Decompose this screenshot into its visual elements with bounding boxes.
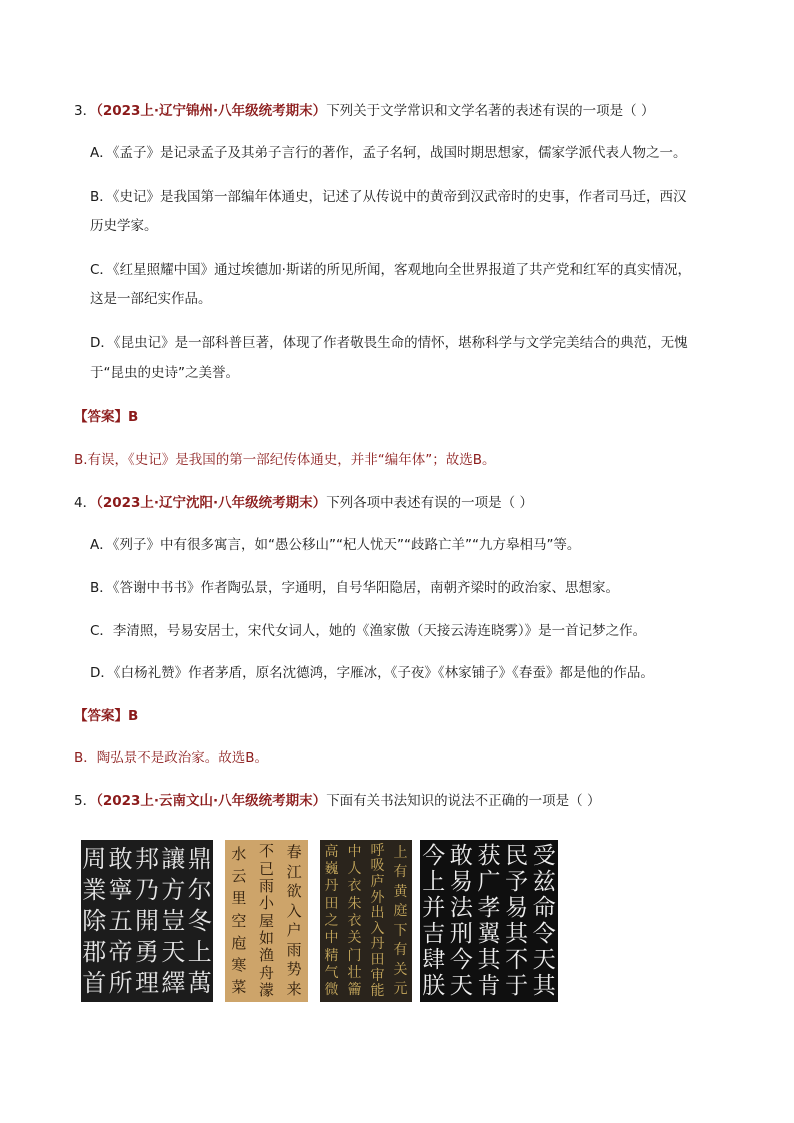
question-text: 下面有关书法知识的说法不正确的一项是（ ） [326,793,601,809]
calligraphy-glyph: 五 [108,907,133,935]
question-4-stem [74,494,533,512]
calligraphy-glyph: 上 [422,868,446,895]
calligraphy-glyph: 吸 [370,858,385,875]
question-5-stem [74,792,600,810]
calligraphy-glyph: 屋 [258,911,274,930]
calligraphy-glyph: 之 [324,913,339,929]
calligraphy-glyph: 豈 [161,907,186,935]
calligraphy-glyph: 势 [286,960,302,979]
calligraphy-glyph: 吉 [422,920,446,947]
calligraphy-glyph: 冬 [187,907,212,935]
calligraphy-glyph: 中 [324,930,339,947]
calligraphy-sample-seal-script [81,840,213,1002]
calligraphy-glyph: 壮 [347,965,362,981]
question-text: 下列各项中表述有误的一项是（ ） [326,495,533,511]
calligraphy-glyph: 衣 [347,878,362,895]
calligraphy-glyph: 不 [258,842,274,861]
calligraphy-glyph: 庖 [231,933,247,952]
option-c-continued: 这是一部纪实作品。 [90,291,212,307]
calligraphy-glyph: 出 [370,905,385,922]
answer-label: 【答案】B [74,708,139,724]
calligraphy-glyph: 入 [286,901,302,920]
option-d-continued: 于“昆虫的史诗”之美誉。 [90,365,239,381]
calligraphy-glyph: 呼 [370,842,385,859]
calligraphy-glyph: 菜 [231,978,247,997]
question-3-stem [74,102,654,120]
calligraphy-glyph: 肆 [422,946,446,973]
calligraphy-glyph: 并 [422,894,446,921]
calligraphy-glyph: 审 [370,967,385,984]
option-d: D．《昆虫记》是一部科普巨著，体现了作者敬畏生命的情怀，堪称科学与文学完美结合的典范，无愧 [90,335,688,351]
calligraphy-glyph: 翼 [477,920,501,947]
calligraphy-glyph: 其 [505,920,529,947]
calligraphy-glyph: 有 [393,942,408,959]
calligraphy-glyph: 已 [258,859,274,878]
calligraphy-glyph: 丹 [370,936,385,953]
calligraphy-glyph: 精 [324,947,339,964]
question-source: （2023上·云南文山·八年级统考期末） [96,793,327,809]
calligraphy-glyph: 雨 [258,876,274,895]
calligraphy-glyph: 云 [231,866,247,885]
calligraphy-glyph: 寒 [231,956,247,975]
answer-explanation: B.有误，《史记》是我国的第一部纪传体通史，并非“编年体”；故选B。 [74,452,496,468]
calligraphy-glyph: 于 [505,972,529,999]
question-text: 下列关于文学常识和文学名著的表述有误的一项是（ ） [326,103,655,119]
calligraphy-glyph: 令 [532,920,556,947]
calligraphy-sample-clerical-script [420,840,558,1002]
question-number: 4． [74,495,97,511]
calligraphy-glyph: 予 [505,868,529,895]
calligraphy-glyph: 人 [347,861,362,877]
calligraphy-glyph: 高 [324,843,339,860]
option-d: D．《白杨礼赞》作者茅盾，原名沈德鸿，字雁冰，《子夜》《林家铺子》《春蚕》都是他的作品。 [90,665,654,681]
calligraphy-glyph: 黄 [393,883,408,900]
calligraphy-glyph: 获 [477,842,501,869]
calligraphy-glyph: 微 [324,982,339,999]
question-source: （2023上·辽宁锦州·八年级统考期末） [96,103,327,119]
calligraphy-glyph: 法 [449,894,473,921]
question-number: 3． [74,103,97,119]
calligraphy-glyph: 今 [422,842,446,869]
calligraphy-glyph: 方 [161,875,186,904]
calligraphy-glyph: 其 [532,972,556,999]
question-number: 5． [74,793,97,809]
calligraphy-glyph: 尔 [187,875,212,904]
calligraphy-glyph: 今 [449,946,473,973]
option-a: A．《列子》中有很多寓言，如“愚公移山”“杞人忧天”“歧路亡羊”“九方皋相马”等。 [90,537,581,553]
calligraphy-glyph: 气 [324,965,339,981]
calligraphy-glyph: 開 [134,907,159,935]
calligraphy-glyph: 理 [134,969,159,998]
answer-explanation: B．陶弘景不是政治家。故选B。 [74,750,269,766]
calligraphy-glyph: 命 [532,894,556,921]
calligraphy-glyph: 肯 [477,972,501,999]
calligraphy-glyph: 郡 [82,938,107,967]
calligraphy-glyph: 入 [370,920,385,937]
calligraphy-glyph: 首 [82,969,107,998]
calligraphy-glyph: 所 [108,969,133,998]
calligraphy-glyph: 舟 [258,963,274,982]
calligraphy-glyph: 周 [82,844,107,873]
calligraphy-glyph: 上 [393,844,408,861]
calligraphy-glyph: 鼎 [187,844,212,873]
option-b: B．《史记》是我国第一部编年体通史，记述了从传说中的黄帝到汉武帝时的史事，作者司马迁，西汉 [90,189,687,205]
calligraphy-glyph: 关 [347,930,362,947]
calligraphy-glyph: 来 [286,979,302,998]
calligraphy-glyph: 籥 [347,982,362,999]
calligraphy-glyph: 讓 [161,844,186,873]
calligraphy-glyph: 欲 [286,882,302,901]
calligraphy-glyph: 田 [324,895,339,912]
option-c: C．《红星照耀中国》通过埃德加·斯诺的所见所闻，客观地向全世界报道了共产党和红军的真实情况， [90,262,691,278]
question-source: （2023上·辽宁沈阳·八年级统考期末） [96,495,327,511]
calligraphy-glyph: 元 [393,981,408,998]
option-b-continued: 历史学家。 [90,218,158,234]
calligraphy-glyph: 孝 [477,894,501,921]
calligraphy-glyph: 江 [286,862,302,881]
calligraphy-glyph: 丹 [324,878,339,895]
option-b: B．《答谢中书书》作者陶弘景，字通明，自号华阳隐居，南朝齐梁时的政治家、思想家。 [90,580,620,596]
calligraphy-glyph: 易 [449,868,473,895]
calligraphy-glyph: 敢 [108,844,133,873]
calligraphy-glyph: 田 [370,952,385,968]
calligraphy-glyph: 门 [347,947,362,964]
calligraphy-glyph: 下 [393,922,408,939]
calligraphy-glyph: 乃 [134,875,159,904]
calligraphy-glyph: 濛 [258,980,274,999]
calligraphy-glyph: 水 [231,844,247,863]
calligraphy-glyph: 庐 [370,874,385,890]
answer-label: 【答案】B [74,409,139,425]
calligraphy-sample-small-regular-script [320,840,412,1002]
calligraphy-glyph: 渔 [258,946,274,965]
calligraphy-glyph: 除 [82,907,107,935]
calligraphy-glyph: 易 [505,894,529,921]
calligraphy-glyph: 其 [477,946,501,973]
calligraphy-glyph: 衣 [347,913,362,929]
calligraphy-glyph: 兹 [532,868,556,895]
calligraphy-glyph: 如 [258,928,274,947]
calligraphy-glyph: 不 [505,946,529,973]
option-a: A．《孟子》是记录孟子及其弟子言行的著作，孟子名轲，战国时期思想家，儒家学派代表人物之一。 [90,145,687,161]
calligraphy-glyph: 庭 [393,903,408,920]
calligraphy-glyph: 有 [393,864,408,881]
calligraphy-glyph: 萬 [187,969,212,998]
calligraphy-glyph: 户 [286,921,302,940]
calligraphy-glyph: 邦 [134,844,159,873]
calligraphy-glyph: 帝 [108,938,133,967]
calligraphy-glyph: 勇 [134,938,159,967]
calligraphy-glyph: 里 [231,889,247,908]
calligraphy-glyph: 能 [370,983,385,1000]
calligraphy-glyph: 广 [477,868,501,895]
calligraphy-glyph: 朱 [347,895,362,912]
calligraphy-glyph: 民 [505,842,529,869]
calligraphy-sample-running-script [225,840,308,1002]
calligraphy-glyph: 敢 [449,842,473,869]
calligraphy-glyph: 朕 [422,972,446,999]
calligraphy-glyph: 業 [82,875,107,904]
calligraphy-glyph: 雨 [286,940,302,959]
calligraphy-glyph: 春 [286,843,302,862]
calligraphy-glyph: 小 [258,894,274,913]
option-c: C．李清照，号易安居士，宋代女词人，她的《渔家傲（天接云涛连晓雾）》是一首记梦之作。 [90,623,647,639]
calligraphy-glyph: 天 [449,972,473,999]
calligraphy-glyph: 上 [187,938,212,967]
calligraphy-glyph: 天 [161,938,186,967]
calligraphy-glyph: 天 [532,946,556,973]
calligraphy-glyph: 巍 [324,861,339,877]
calligraphy-glyph: 关 [393,961,408,978]
calligraphy-glyph: 寧 [108,875,133,904]
calligraphy-glyph: 繹 [161,969,186,998]
calligraphy-glyph: 受 [532,842,556,869]
calligraphy-glyph: 刑 [449,920,473,947]
calligraphy-glyph: 空 [231,911,247,930]
calligraphy-glyph: 中 [347,843,362,860]
calligraphy-glyph: 外 [370,889,385,906]
